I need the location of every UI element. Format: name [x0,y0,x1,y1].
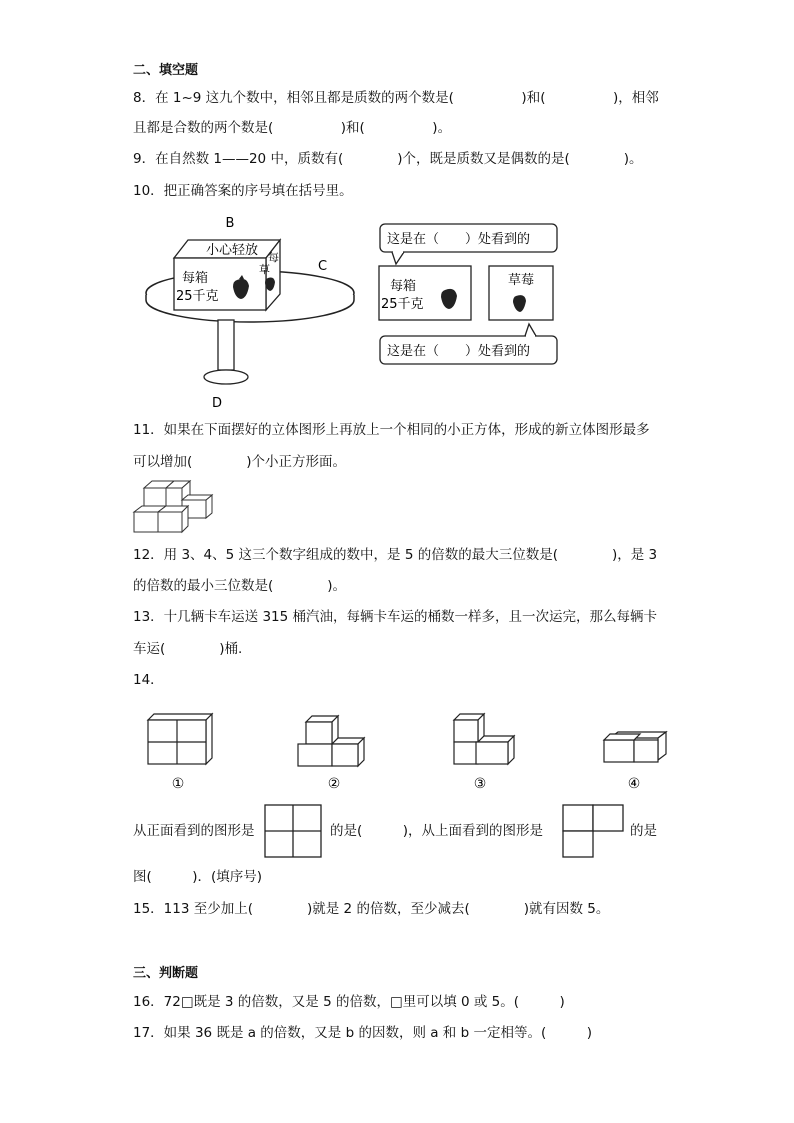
question-10-figure [140,210,570,410]
table-leg [218,320,234,370]
fig-label-4: ④ [627,776,641,792]
speech-bubble-2 [380,324,557,364]
box-side-text-1: 每 [268,251,279,264]
section-title-fill-in: 二、填空题 [133,63,199,78]
question-13-line1: 13．十几辆卡车运送 315 桶汽油，每辆卡车运的桶数一样多，且一次运完，那么每辆卡 [133,609,658,625]
speech-bubble-1 [380,224,557,264]
top-view-shape-icon [562,804,624,858]
question-16: 16．72□既是 3 的倍数，又是 5 的倍数，□里可以填 0 或 5。( ) [133,994,565,1010]
question-10: 10．把正确答案的序号填在括号里。 [133,183,353,199]
question-14-text-c: 的是 [630,823,657,839]
box-side-text-2: 草 [259,263,270,276]
label-d: D [212,396,223,410]
question-11-line2: 可以增加( )个小正方形面。 [133,454,347,470]
box-front-text-2: 25千克 [176,289,219,304]
view-front-text-1: 每箱 [390,279,417,294]
section-title-judgement: 三、判断题 [133,966,199,981]
question-14-text-a: 从正面看到的图形是 [133,823,255,839]
fig-label-1: ① [171,776,185,792]
question-14-number: 14． [133,672,164,688]
question-17: 17．如果 36 既是 a 的倍数，又是 b 的因数，则 a 和 b 一定相等。( ) [133,1025,592,1041]
question-15: 15．113 至少加上( )就是 2 的倍数，至少减去( )就有因数 5。 [133,901,610,917]
question-12-line1: 12．用 3、4、5 这三个数字组成的数中，是 5 的倍数的最大三位数是( )，是 3 [133,547,658,563]
front-view-grid-icon [264,804,322,858]
table-base [204,370,248,384]
box-front-text-1: 每箱 [182,271,209,286]
question-8-line1: 8．在 1~9 这九个数中，相邻且都是质数的两个数是( )和( )，相邻 [133,90,659,106]
question-11-cube-stack [130,476,220,538]
fig-label-2: ② [327,776,341,792]
bubble-1-text: 这是在（ ）处看到的 [387,232,531,247]
view-side-text: 草莓 [507,273,535,288]
view-front-text-2: 25千克 [381,297,424,312]
question-9: 9．在自然数 1——20 中，质数有( )个，既是质数又是偶数的是( )。 [133,151,643,167]
question-13-line2: 车运( )桶. [133,641,243,657]
question-11-line1: 11．如果在下面摆好的立体图形上再放上一个相同的小正方体，形成的新立体图形最多 [133,422,650,438]
question-12-line2: 的倍数的最小三位数是( )。 [133,578,347,594]
question-14-figures [140,706,680,798]
question-8-line2: 且都是合数的两个数是( )和( )。 [133,120,452,136]
box-top-text: 小心轻放 [205,243,259,258]
label-b: B [225,216,235,231]
question-14-text-b: 的是( )，从上面看到的图形是 [330,823,544,839]
label-c: C [318,259,328,274]
bubble-2-text: 这是在（ ）处看到的 [387,344,531,359]
question-14-line2: 图( )．(填序号) [133,869,263,885]
fig-label-3: ③ [473,776,487,792]
